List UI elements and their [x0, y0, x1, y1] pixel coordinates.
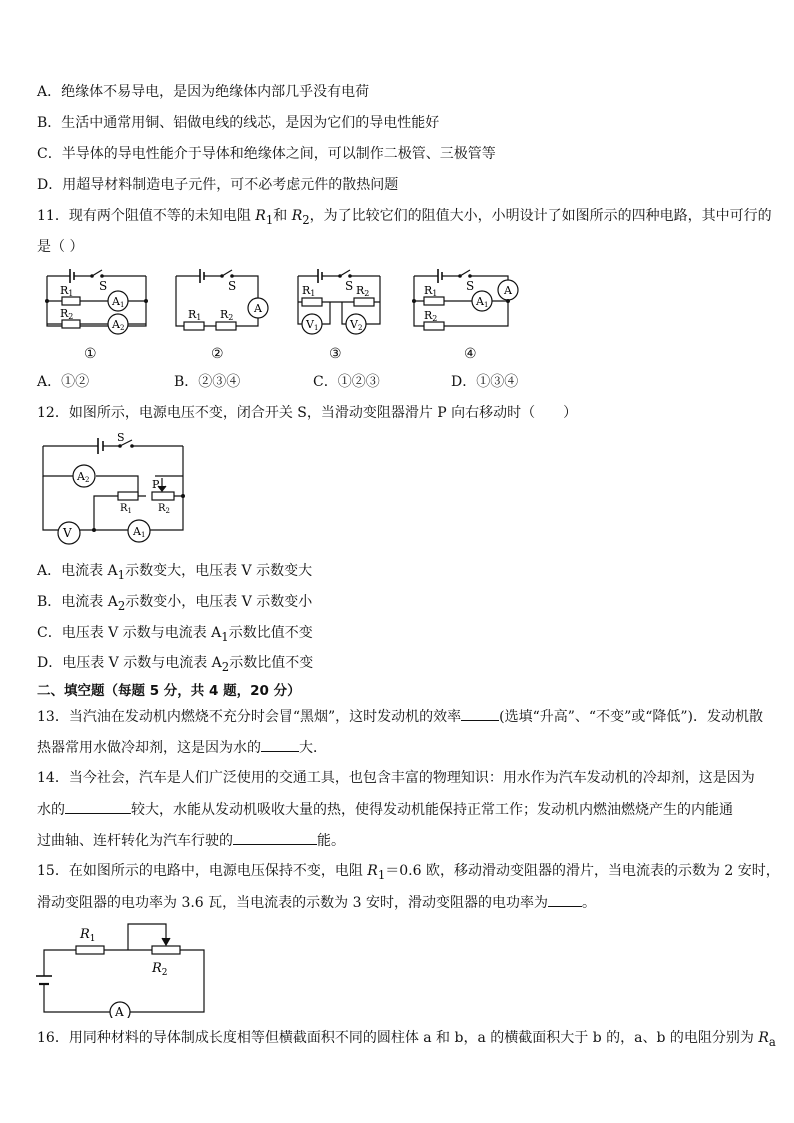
q11-c3-label-v2: V2 [350, 318, 363, 332]
q12-label-r2: $R_2$ [158, 503, 170, 515]
q11-circuit-1 [42, 264, 152, 340]
q15-circuit [36, 918, 211, 1018]
svg-text:R1: R1 [188, 308, 202, 322]
q15-blank[interactable] [548, 892, 582, 907]
q13-line2: 热器常用水做冷却剂，这是因为水的 大． [37, 737, 327, 758]
q15-line1: 15．在如图所示的电路中，电源电压保持不变，电阻 $R_1=0.6$ 欧，移动滑动变阻器的滑片，当电流表的示数为 2 安时， [37, 863, 780, 882]
q11-option-a: A．①② [37, 374, 90, 390]
q11-c3-label-v1: V1 [306, 318, 319, 332]
q12-label-v: V [63, 526, 72, 540]
q11-circuit-4 [408, 264, 523, 340]
svg-text:R1: R1 [60, 284, 74, 298]
q14-line1: 14．当今社会，汽车是人们广泛使用的交通工具，也包含丰富的物理知识：用水作为汽车发动机的冷却剂，这是因为 [37, 770, 755, 786]
q11-stem-line2: 是（ ） [37, 239, 84, 255]
q13-line1: 13．当汽油在发动机内燃烧不充分时会冒“黑烟”，这时发动机的效率 (选填“升高”、“不变”或“降低”)．发动机散 [37, 706, 763, 727]
q14-blank-1[interactable] [65, 799, 131, 814]
q10-option-d: D．用超导材料制造电子元件，可不必考虑元件的散热问题 [37, 177, 399, 193]
svg-text:S: S [345, 279, 354, 293]
q12-option-d: D．电压表 V 示数与电流表 $A_2$示数比值不变 [37, 655, 314, 674]
q11-circuit-2 [170, 264, 275, 340]
q14-line3: 过曲轴、连杆转化为汽车行驶的 能。 [37, 830, 345, 851]
q12-label-s: S [117, 431, 125, 444]
svg-text:R1: R1 [424, 284, 438, 298]
q12-label-a2: A2 [77, 470, 90, 484]
svg-text:A: A [504, 284, 512, 297]
q10-option-c: C．半导体的导电性能介于导体和绝缘体之间，可以制作二极管、三极管等 [37, 146, 496, 162]
q12-option-a: A．电流表 $A_1$示数变大，电压表 V 示数变大 [37, 563, 313, 582]
q11-caption-1: ① [84, 346, 97, 362]
q11-stem: 11．现有两个阻值不等的未知电阻 $R_1$和 $R_2$，为了比较它们的阻值大小，小明设计了如图所示的四种电路，其中可行的 [37, 208, 772, 227]
svg-text:S: S [466, 279, 475, 293]
q11-caption-2: ② [211, 346, 224, 362]
q11-caption-3: ③ [329, 346, 342, 362]
q15-line2: 滑动变阻器的电功率为 3.6 瓦，当电流表的示数为 3 安时，滑动变阻器的电功率为 。 [37, 892, 596, 913]
q16-line1: 16．用同种材料的导体制成长度相等但横截面积不同的圆柱体 a 和 b，a 的横截面积大于 b 的，a、b 的电阻分别为 $R_a$ [37, 1030, 776, 1049]
q12-option-c: C．电压表 V 示数与电流表 $A_1$示数比值不变 [37, 625, 313, 644]
q12-option-b: B．电流表 $A_2$示数变小，电压表 V 示数变小 [37, 594, 313, 613]
q11-option-d: D．①③④ [451, 374, 519, 390]
svg-text:S: S [228, 279, 237, 293]
q12-label-a1: A1 [133, 525, 146, 539]
q11-c1-label-a2: A2 [112, 318, 125, 332]
q15-label-r2: $R_2$ [152, 961, 168, 978]
q12-label-p: P [152, 478, 160, 491]
svg-text:R2: R2 [60, 307, 74, 321]
q10-option-b: B．生活中通常用铜、铝做电线的线芯，是因为它们的导电性能好 [37, 115, 440, 131]
q15-label-a: A [115, 1005, 124, 1018]
q10-option-a: A．绝缘体不易导电，是因为绝缘体内部几乎没有电荷 [37, 84, 370, 100]
section-heading: 二、填空题（每题 5 分，共 4 题，20 分） [37, 683, 301, 699]
q11-c1-label-s: S [99, 279, 108, 293]
svg-text:R2: R2 [424, 309, 438, 323]
q14-blank-2[interactable] [233, 830, 317, 845]
q12-label-r1: $R_1$ [120, 503, 132, 515]
svg-text:A1: A1 [476, 295, 489, 309]
q11-c1-label-a1: A1 [112, 295, 125, 309]
q12-circuit [38, 430, 188, 548]
svg-text:R2: R2 [356, 284, 370, 298]
q11-option-c: C．①②③ [313, 374, 380, 390]
q12-stem: 12．如图所示，电源电压不变，闭合开关 S，当滑动变阻器滑片 P 向右移动时（ ） [37, 405, 578, 421]
q11-caption-4: ④ [464, 346, 477, 362]
svg-text:R1: R1 [302, 284, 316, 298]
q15-label-r1: $R_1$ [80, 927, 96, 944]
q13-blank-2[interactable] [261, 737, 299, 752]
q11-option-b: B．②③④ [174, 374, 241, 390]
q11-c2-label-a: A [254, 302, 262, 315]
svg-text:R2: R2 [220, 308, 234, 322]
q14-line2: 水的 较大，水能从发动机吸收大量的热，使得发动机能保持正常工作；发动机内燃油燃烧产生的内能通 [37, 799, 733, 820]
q13-blank-1[interactable] [461, 706, 499, 721]
q11-circuit-3 [290, 264, 390, 340]
